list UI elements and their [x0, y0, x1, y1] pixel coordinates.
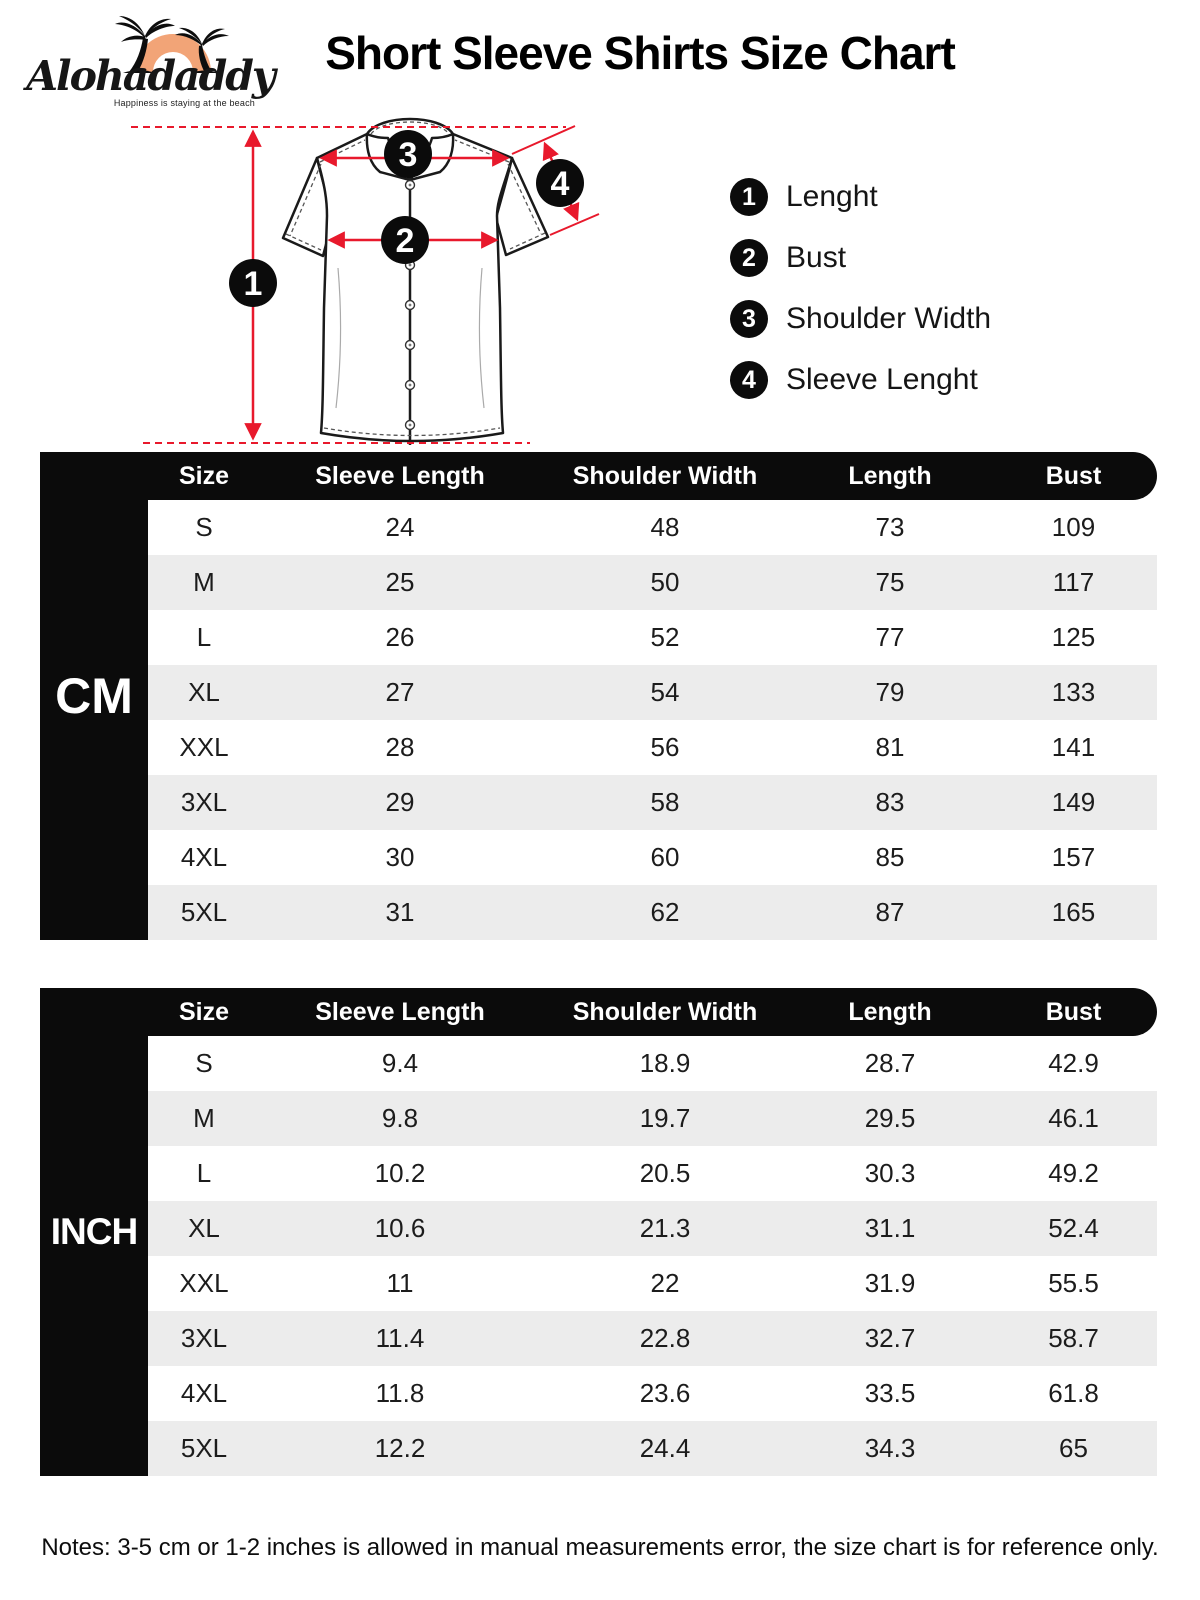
value-cell: 52.4 — [1048, 1213, 1099, 1243]
header-cell: Bust — [1045, 461, 1102, 490]
value-cell: 27 — [385, 677, 415, 707]
value-cell: 30.3 — [864, 1158, 916, 1188]
value-cell: 10.2 — [374, 1158, 426, 1188]
value-cell: 52 — [650, 622, 680, 652]
marker-4-number: 4 — [550, 165, 570, 203]
value-cell: 10.6 — [374, 1213, 426, 1243]
table-row — [148, 1091, 1157, 1146]
value-cell: 22 — [650, 1268, 680, 1298]
header-cell: Shoulder Width — [572, 461, 758, 490]
value-cell: 65 — [1059, 1433, 1088, 1463]
brand-tagline: Happiness is staying at the beach — [113, 98, 255, 108]
table-row — [148, 665, 1157, 720]
value-cell: 46.1 — [1048, 1103, 1099, 1133]
table-row — [148, 610, 1157, 665]
table-row — [148, 1256, 1157, 1311]
marker-1-number: 1 — [243, 265, 263, 303]
table-row — [148, 1421, 1157, 1476]
value-cell: 12.2 — [374, 1433, 426, 1463]
header-cell: Bust — [1045, 997, 1102, 1026]
value-cell: 29 — [385, 787, 415, 817]
value-cell: 28 — [385, 732, 415, 762]
marker-3-number: 3 — [398, 136, 418, 174]
value-cell: 125 — [1051, 622, 1096, 652]
value-cell: 60 — [650, 842, 680, 872]
header-cell: Sleeve Length — [315, 461, 485, 490]
table-row — [148, 720, 1157, 775]
value-cell: 109 — [1051, 512, 1096, 542]
legend-item-length — [730, 178, 991, 216]
header-cell: Size — [178, 997, 230, 1026]
measurement-legend — [730, 178, 991, 422]
sleeve-guide-bottom — [550, 214, 599, 235]
value-cell: 11.4 — [375, 1323, 425, 1353]
value-cell: 149 — [1051, 787, 1096, 817]
legend-num-1: 1 — [730, 178, 768, 216]
header-cell: Shoulder Width — [572, 997, 758, 1026]
size-cell: S — [195, 1048, 213, 1078]
notes-text: Notes: 3-5 cm or 1-2 inches is allowed in manual measurements error, the size chart is for reference only. — [41, 1534, 1159, 1561]
size-table-cm — [40, 452, 1157, 940]
legend-item-bust — [730, 239, 991, 277]
table-row — [148, 1201, 1157, 1256]
value-cell: 33.5 — [864, 1378, 916, 1408]
value-cell: 54 — [650, 677, 680, 707]
value-cell: 24 — [385, 512, 415, 542]
value-cell: 19.7 — [639, 1103, 691, 1133]
value-cell: 85 — [875, 842, 905, 872]
page-title: Short Sleeve Shirts Size Chart — [325, 27, 955, 79]
table-row — [148, 555, 1157, 610]
value-cell: 21.3 — [639, 1213, 691, 1243]
value-cell: 26 — [385, 622, 415, 652]
legend-num-4: 4 — [730, 361, 768, 399]
unit-label-cm: CM — [55, 668, 133, 724]
brand-name: Alohadaddy — [26, 52, 274, 100]
value-cell: 9.4 — [381, 1048, 419, 1078]
value-cell: 30 — [385, 842, 415, 872]
header-cell: Sleeve Length — [315, 997, 485, 1026]
value-cell: 42.9 — [1048, 1048, 1099, 1078]
size-cell: 5XL — [180, 897, 228, 927]
unit-label-inch: INCH — [50, 1211, 138, 1252]
value-cell: 23.6 — [639, 1378, 691, 1408]
value-cell: 62 — [650, 897, 680, 927]
value-cell: 22.8 — [639, 1323, 691, 1353]
table-body — [148, 500, 1157, 940]
legend-label-shoulder-width: Shoulder Width — [786, 302, 992, 335]
value-cell: 31.9 — [864, 1268, 916, 1298]
unit-rail-cm — [40, 452, 148, 940]
value-cell: 58 — [650, 787, 680, 817]
legend-label-sleeve-length: Sleeve Lenght — [786, 363, 978, 396]
value-cell: 79 — [875, 677, 905, 707]
size-cell: L — [196, 622, 212, 652]
size-cell: 4XL — [180, 1378, 228, 1408]
legend-label-length: Lenght — [786, 180, 878, 213]
table-header — [40, 988, 1157, 1036]
value-cell: 9.8 — [381, 1103, 419, 1133]
table-row — [148, 830, 1157, 885]
size-cell: 3XL — [180, 787, 228, 817]
value-cell: 50 — [650, 567, 680, 597]
value-cell: 58.7 — [1048, 1323, 1099, 1353]
value-cell: 83 — [875, 787, 905, 817]
value-cell: 133 — [1051, 677, 1096, 707]
value-cell: 75 — [875, 567, 905, 597]
marker-2-number: 2 — [395, 222, 415, 260]
value-cell: 34.3 — [864, 1433, 916, 1463]
value-cell: 32.7 — [864, 1323, 916, 1353]
size-cell: XXL — [179, 732, 229, 762]
table-row — [148, 1036, 1157, 1091]
value-cell: 18.9 — [639, 1048, 691, 1078]
size-table-inch — [40, 988, 1157, 1476]
table-row — [148, 885, 1157, 940]
value-cell: 31.1 — [864, 1213, 916, 1243]
value-cell: 157 — [1051, 842, 1096, 872]
value-cell: 28.7 — [864, 1048, 916, 1078]
value-cell: 11 — [386, 1268, 414, 1298]
size-cell: XXL — [179, 1268, 229, 1298]
legend-item-sleeve-length — [730, 361, 991, 399]
value-cell: 25 — [385, 567, 415, 597]
header-cell: Length — [848, 461, 932, 490]
value-cell: 81 — [875, 732, 905, 762]
size-cell: XL — [188, 1213, 220, 1243]
value-cell: 24.4 — [639, 1433, 691, 1463]
value-cell: 55.5 — [1048, 1268, 1099, 1298]
value-cell: 77 — [875, 622, 905, 652]
size-cell: 3XL — [180, 1323, 228, 1353]
legend-num-3: 3 — [730, 300, 768, 338]
value-cell: 56 — [650, 732, 680, 762]
value-cell: 165 — [1051, 897, 1096, 927]
value-cell: 11.8 — [375, 1378, 425, 1408]
sleeve-guide-top — [512, 126, 575, 154]
table-row — [148, 500, 1157, 555]
unit-rail-inch — [40, 988, 148, 1476]
size-cell: S — [195, 512, 213, 542]
value-cell: 61.8 — [1048, 1378, 1099, 1408]
legend-label-bust: Bust — [786, 241, 847, 274]
table-row — [148, 1366, 1157, 1421]
size-cell: M — [193, 1103, 215, 1133]
value-cell: 20.5 — [639, 1158, 691, 1188]
size-cell: L — [196, 1158, 212, 1188]
value-cell: 49.2 — [1048, 1158, 1099, 1188]
header-cell: Size — [178, 461, 230, 490]
value-cell: 31 — [385, 897, 415, 927]
table-row — [148, 1146, 1157, 1201]
value-cell: 73 — [875, 512, 905, 542]
size-cell: M — [193, 567, 215, 597]
table-row — [148, 775, 1157, 830]
legend-num-2: 2 — [730, 239, 768, 277]
header-cell: Length — [848, 997, 932, 1026]
value-cell: 87 — [875, 897, 905, 927]
shirt-diagram — [118, 88, 620, 448]
value-cell: 117 — [1052, 567, 1095, 597]
size-cell: XL — [188, 677, 220, 707]
legend-item-shoulder-width — [730, 300, 991, 338]
value-cell: 29.5 — [864, 1103, 916, 1133]
size-cell: 5XL — [180, 1433, 228, 1463]
table-row — [148, 1311, 1157, 1366]
size-cell: 4XL — [180, 842, 228, 872]
value-cell: 48 — [650, 512, 680, 542]
table-header — [40, 452, 1157, 500]
value-cell: 141 — [1051, 732, 1096, 762]
table-body — [148, 1036, 1157, 1476]
